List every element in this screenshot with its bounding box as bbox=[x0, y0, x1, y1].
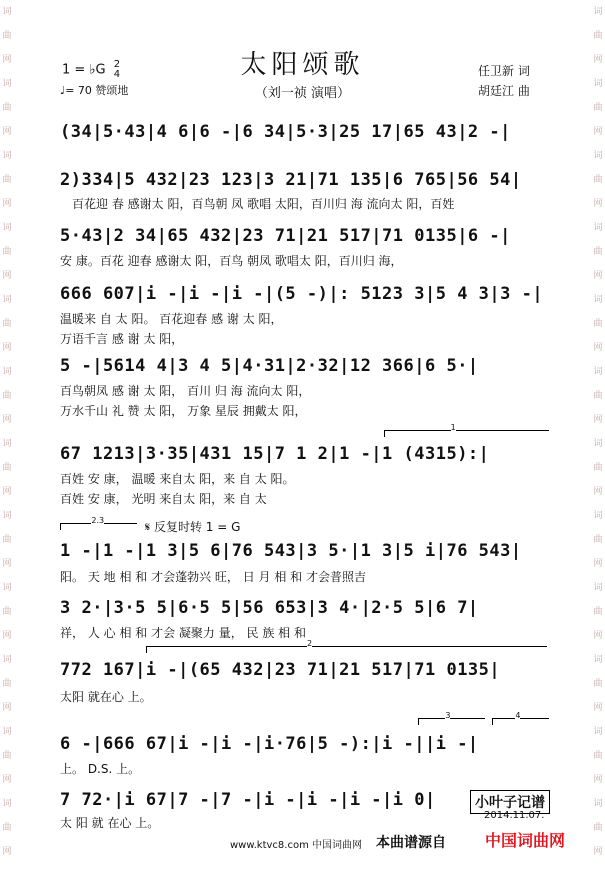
watermark-glyph: 词 bbox=[2, 799, 12, 809]
score-line-5: 5 -|5614 4|3 4 5|4·31|2·32|12 366|6 5·| bbox=[60, 356, 479, 376]
watermark-glyph: 词 bbox=[2, 223, 12, 233]
score-line-10: 6 -|666 67|i -|i -|i·76|5 -):|i -||i -| bbox=[60, 734, 479, 754]
watermark-glyph: 词 bbox=[593, 655, 603, 665]
watermark-glyph: 词 bbox=[593, 727, 603, 737]
watermark-glyph: 词 bbox=[2, 511, 12, 521]
watermark-glyph: 曲 bbox=[2, 535, 12, 545]
watermark-glyph: 曲 bbox=[593, 607, 603, 617]
watermark-glyph: 网 bbox=[593, 559, 603, 569]
watermark-glyph: 词 bbox=[593, 439, 603, 449]
right-watermark-column bbox=[591, 0, 605, 876]
watermark-glyph: 词 bbox=[593, 7, 603, 17]
lyric-line-3: 安 康。百花 迎春 感谢太 阳，百鸟 朝凤 歌唱太 阳，百川归 海， bbox=[60, 254, 403, 268]
tempo-marking: ♩= 70 赞颂地 bbox=[60, 84, 129, 97]
key-label: 1 = ♭G bbox=[62, 62, 106, 78]
watermark-glyph: 曲 bbox=[593, 391, 603, 401]
watermark-glyph: 网 bbox=[593, 127, 603, 137]
lyric-line-4b: 万语千言 感 谢 太 阳， bbox=[60, 332, 184, 346]
time-bottom: 4 bbox=[113, 69, 121, 80]
watermark-glyph: 网 bbox=[593, 199, 603, 209]
watermark-glyph: 网 bbox=[2, 775, 12, 785]
watermark-glyph: 曲 bbox=[593, 463, 603, 473]
scribe-date: 2014.11.07. bbox=[484, 810, 545, 821]
watermark-glyph: 网 bbox=[593, 271, 603, 281]
watermark-glyph: 词 bbox=[2, 295, 12, 305]
lyric-line-4a: 温暖来 自 太 阳。 百花迎春 感 谢 太 阳， bbox=[60, 312, 283, 326]
lyric-line-8: 祥， 人 心 相 和 才会 凝聚力 量， 民 族 相 和 bbox=[60, 626, 306, 640]
watermark-glyph: 网 bbox=[593, 343, 603, 353]
watermark-glyph: 网 bbox=[2, 487, 12, 497]
watermark-glyph: 词 bbox=[593, 223, 603, 233]
watermark-glyph: 网 bbox=[2, 631, 12, 641]
watermark-glyph: 网 bbox=[2, 703, 12, 713]
watermark-glyph: 网 bbox=[2, 343, 12, 353]
lyric-line-6a: 百姓 安 康， 温暖 来自太 阳，来 自 太 阳。 bbox=[60, 472, 295, 486]
performer-subtitle: （刘一祯 演唱） bbox=[254, 86, 351, 101]
watermark-glyph: 曲 bbox=[593, 751, 603, 761]
volta-bracket-2b: 2 bbox=[146, 646, 547, 653]
watermark-glyph: 词 bbox=[2, 151, 12, 161]
lyric-line-6b: 百姓 安 康， 光明 来自太 阳，来 自 太 bbox=[60, 492, 267, 506]
lyric-line-10: 上。 D.S. 上。 bbox=[60, 762, 141, 776]
watermark-glyph: 曲 bbox=[2, 175, 12, 185]
watermark-glyph: 词 bbox=[593, 367, 603, 377]
watermark-glyph: 网 bbox=[2, 271, 12, 281]
watermark-glyph: 曲 bbox=[593, 31, 603, 41]
site-url: www.ktvc8.com 中国词曲网 bbox=[230, 840, 363, 851]
score-line-3: 5·43|2 34|65 432|23 71|21 517|71 0135|6 -| bbox=[60, 226, 511, 246]
score-line-2: 2)334|5 432|23 123|3 21|71 135|6 765|56 54| bbox=[60, 170, 522, 190]
watermark-glyph: 网 bbox=[2, 127, 12, 137]
score-line-6: 67 1213|3·35|431 15|7 1 2|1 -|1 (4315):| bbox=[60, 444, 490, 464]
watermark-glyph: 词 bbox=[2, 583, 12, 593]
composer-credit: 胡廷江 曲 bbox=[478, 84, 530, 98]
time-top: 2 bbox=[113, 59, 121, 70]
watermark-glyph: 词 bbox=[2, 727, 12, 737]
watermark-glyph: 网 bbox=[2, 199, 12, 209]
volta-bracket-4: 4 bbox=[492, 718, 549, 725]
lyric-line-9: 太阳 就在心 上。 bbox=[60, 690, 152, 704]
score-line-1: (34|5·43|4 6|6 -|6 34|5·3|25 17|65 43|2 -| bbox=[60, 122, 511, 142]
watermark-glyph: 网 bbox=[593, 775, 603, 785]
watermark-glyph: 词 bbox=[593, 295, 603, 305]
score-line-11: 7 72·|i 67|7 -|7 -|i -|i -|i -|i 0| bbox=[60, 790, 436, 810]
watermark-glyph: 词 bbox=[2, 439, 12, 449]
watermark-glyph: 网 bbox=[2, 415, 12, 425]
score-line-8: 3 2·|3·5 5|6·5 5|56 653|3 4·|2·5 5|6 7| bbox=[60, 598, 479, 618]
watermark-glyph: 词 bbox=[2, 367, 12, 377]
watermark-glyph: 曲 bbox=[2, 751, 12, 761]
watermark-glyph: 曲 bbox=[2, 31, 12, 41]
score-line-7: 1 -|1 -|1 3|5 6|76 543|3 5·|1 3|5 i|76 543| bbox=[60, 541, 522, 561]
watermark-glyph: 网 bbox=[593, 703, 603, 713]
left-watermark-column bbox=[0, 0, 14, 876]
watermark-glyph: 曲 bbox=[593, 247, 603, 257]
watermark-glyph: 曲 bbox=[2, 607, 12, 617]
watermark-glyph: 曲 bbox=[2, 391, 12, 401]
watermark-glyph: 词 bbox=[593, 151, 603, 161]
watermark-glyph: 词 bbox=[593, 583, 603, 593]
score-line-4: 666 607|i -|i -|i -|(5 -)|: 5123 3|5 4 3|3 -| bbox=[60, 284, 544, 304]
watermark-glyph: 曲 bbox=[593, 103, 603, 113]
watermark-glyph: 曲 bbox=[2, 103, 12, 113]
watermark-glyph: 曲 bbox=[2, 679, 12, 689]
watermark-glyph: 网 bbox=[593, 847, 603, 857]
watermark-glyph: 曲 bbox=[593, 175, 603, 185]
watermark-glyph: 网 bbox=[593, 631, 603, 641]
watermark-glyph: 网 bbox=[593, 55, 603, 65]
lyric-line-11: 太 阳 就 在心 上。 bbox=[60, 816, 160, 830]
lyric-line-5a: 百鸟朝凤 感 谢 太 阳， 百川 归 海 流向太 阳， bbox=[60, 384, 311, 398]
watermark-glyph: 曲 bbox=[593, 823, 603, 833]
lyric-line-7: 阳。 天 地 相 和 才会蓬勃兴 旺， 日 月 相 和 才会普照吉 bbox=[60, 570, 366, 584]
lyric-line-2: 百花迎 春 感谢太 阳，百鸟朝 凤 歌唱 太阳，百川归 海 流向太 阳，百姓 bbox=[72, 197, 455, 211]
watermark-glyph: 网 bbox=[2, 55, 12, 65]
volta-bracket-1: 1 bbox=[384, 430, 549, 437]
watermark-glyph: 词 bbox=[2, 7, 12, 17]
watermark-glyph: 曲 bbox=[2, 319, 12, 329]
watermark-glyph: 词 bbox=[593, 79, 603, 89]
watermark-glyph: 网 bbox=[593, 487, 603, 497]
watermark-glyph: 网 bbox=[593, 415, 603, 425]
watermark-glyph: 曲 bbox=[593, 319, 603, 329]
score-line-9: 772 167|i -|(65 432|23 71|21 517|71 0135| bbox=[60, 660, 501, 680]
brand-watermark: 中国词曲网 bbox=[485, 831, 566, 850]
watermark-glyph: 网 bbox=[2, 847, 12, 857]
watermark-glyph: 网 bbox=[2, 559, 12, 569]
watermark-glyph: 词 bbox=[593, 799, 603, 809]
segno-instruction: 𝄋 反复时转 1 = G bbox=[145, 520, 241, 534]
lyricist-credit: 任卫新 词 bbox=[478, 64, 530, 78]
scribe-badge: 小叶子记谱 bbox=[470, 790, 550, 814]
watermark-glyph: 曲 bbox=[2, 247, 12, 257]
watermark-glyph: 曲 bbox=[2, 463, 12, 473]
watermark-glyph: 词 bbox=[2, 79, 12, 89]
watermark-glyph: 曲 bbox=[593, 535, 603, 545]
page-title: 太阳颂歌 bbox=[240, 50, 365, 80]
volta-bracket-2-3: 2.3 bbox=[60, 523, 137, 530]
watermark-glyph: 曲 bbox=[593, 679, 603, 689]
watermark-glyph: 词 bbox=[2, 655, 12, 665]
watermark-glyph: 词 bbox=[593, 511, 603, 521]
lyric-line-5b: 万水千山 礼 赞 太 阳， 万象 星辰 拥戴太 阳， bbox=[60, 404, 307, 418]
volta-bracket-3: 3 bbox=[418, 718, 485, 725]
source-label: 本曲谱源自 bbox=[376, 835, 446, 851]
watermark-glyph: 曲 bbox=[2, 823, 12, 833]
